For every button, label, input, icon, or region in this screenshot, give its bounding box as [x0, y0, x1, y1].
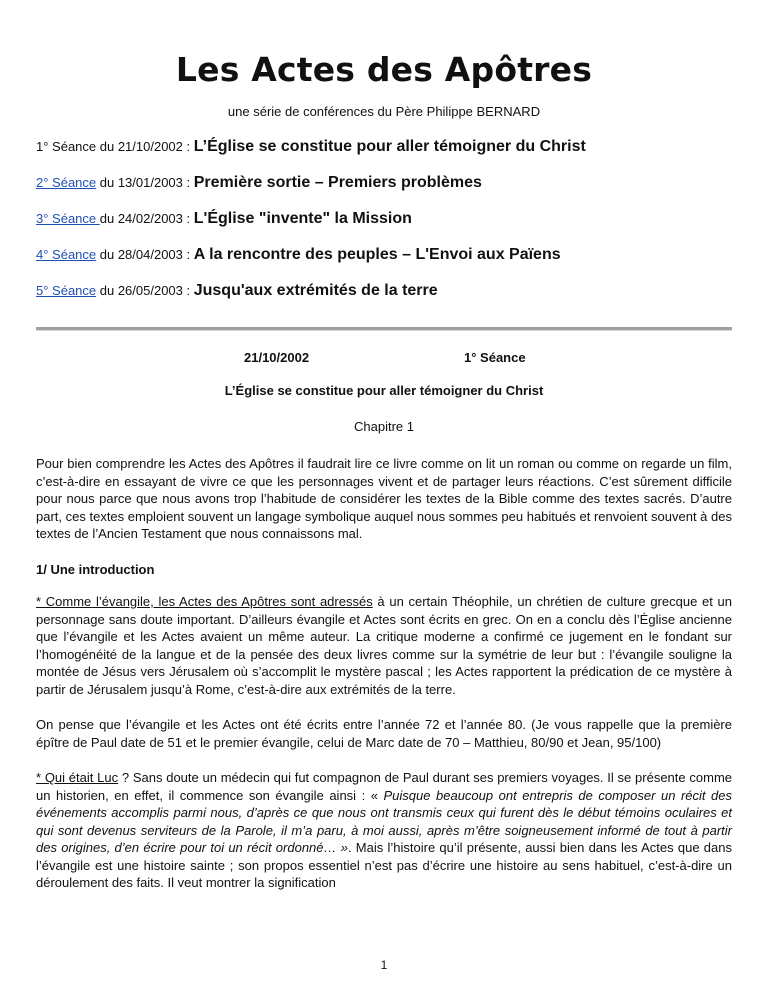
session-2-link[interactable]: 2° Séance — [36, 175, 97, 190]
session-item-4 — [36, 244, 736, 280]
document-subtitle: une série de conférences du Père Philippe BERNARD — [227, 104, 541, 119]
session-item-1 — [36, 136, 736, 172]
seance-heading: L’Église se constitue pour aller témoigner du Christ — [224, 383, 544, 398]
document-title: Les Actes des Apôtres — [175, 50, 593, 89]
session-item-3 — [36, 208, 736, 244]
paragraph-luc-text-b: . Mais l’histoire qu’il présente, aussi bien dans les Actes que dans l’évangile est une histoire sainte ; son propos essentiel n’est pas d’écrire une histoire au sens habituel, c’est-à-dire un déroulement des faits. Il veut montrer la signification — [36, 840, 732, 890]
session-2-title: Première sortie – Premiers problèmes — [193, 174, 482, 191]
seance-number: 1° Séance — [464, 350, 526, 365]
session-3-link[interactable]: 3° Séance — [36, 211, 100, 226]
page-number: 1 — [380, 958, 388, 972]
document-body — [36, 455, 732, 892]
paragraph-luc-quote: Puisque beaucoup ont entrepris de composer un récit des événements accomplis parmi nous, d’après ce que nous ont transmis ceux qui furent dès le début témoins oculaires et qui sont devenus serviteurs de la Parole, il m’a paru, à moi aussi, après m’être soigneusement informé de tout à partir des origines, d’en écrire pour toi un récit ordonné… » — [36, 787, 732, 855]
session-4-date: du 28/04/2003 : — [96, 247, 194, 262]
chapter-label: Chapitre 1 — [354, 419, 414, 434]
session-5-link[interactable]: 5° Séance — [36, 283, 97, 298]
session-3-date: du 24/02/2003 : — [99, 211, 194, 226]
paragraph-dates: On pense que l’évangile et les Actes ont été écrits entre l’année 72 et l’année 80. (Je vous rappelle que la première épître de Paul date de 51 et le premier évangile, celui de Marc date de 70 – Matthieu, 80/90 et Jean, 95/100) — [36, 717, 732, 750]
session-item-2 — [36, 172, 736, 208]
seance-date: 21/10/2002 — [244, 350, 310, 365]
session-4-title: A la rencontre des peuples – L'Envoi aux Païens — [193, 246, 561, 263]
session-1-date: du 21/10/2002 : — [96, 139, 194, 154]
session-1-title: L’Église se constitue pour aller témoigner du Christ — [193, 138, 586, 155]
paragraph-luc — [36, 769, 732, 892]
session-3-title: L'Église "invente" la Mission — [193, 210, 412, 227]
session-2-date: du 13/01/2003 : — [96, 175, 194, 190]
session-item-5 — [36, 280, 736, 316]
paragraph-theophile — [36, 593, 732, 698]
paragraph-luc-text-a: ? Sans doute un médecin qui fut compagnon de Paul durant ses premiers voyages. Il se présente comme un historien, en effet, il commence son évangile ainsi : « — [36, 770, 733, 803]
section-title: 1/ Une introduction — [36, 561, 155, 577]
session-4-link[interactable]: 4° Séance — [36, 247, 97, 262]
session-5-title: Jusqu'aux extrémités de la terre — [193, 282, 438, 299]
paragraph-theophile-lead: * Comme l’évangile, les Actes des Apôtres sont adressés — [36, 594, 373, 609]
session-1-prefix: 1° Séance — [36, 139, 97, 154]
session-5-date: du 26/05/2003 : — [96, 283, 194, 298]
session-list — [36, 136, 736, 316]
paragraph-luc-lead: * Qui était Luc — [36, 770, 119, 785]
horizontal-rule — [36, 327, 732, 331]
paragraph-theophile-text: à un certain Théophile, un chrétien de culture grecque et un personnage sans doute important. D’ailleurs évangile et Actes sont écrits en grec. On en a conclu dès l’Église ancienne que l’évangile et les Actes avaient un même auteur. La critique moderne a confirmé ce jugement en le fondant sur l’homogénéité de la langue et de la pensée des deux livres comme sur la symétrie de leur but : l’évangile souligne la montée de Jésus vers Jérusalem où s’accomplit le mystère pascal ; les Actes rapportent la prédication de ce mystère à partir de Jérusalem jusqu’à Rome, c’est-à-dire aux extrémités de la terre. — [36, 594, 732, 697]
paragraph-intro: Pour bien comprendre les Actes des Apôtres il faudrait lire ce livre comme on lit un roman ou comme on regarde un film, c’est-à-dire en essayant de vivre ce que les personnages vivent et de partager leurs réactions. C’est sûrement difficile pour nous parce que nous avons trop l’habitude de considérer les textes de la Bible comme des textes sacrés. D’autre part, ces textes emploient souvent un langage symbolique auquel nous sommes peu habitués et renvoient souvent à des textes de l’Ancien Testament que nous connaissons mal. — [36, 456, 732, 541]
